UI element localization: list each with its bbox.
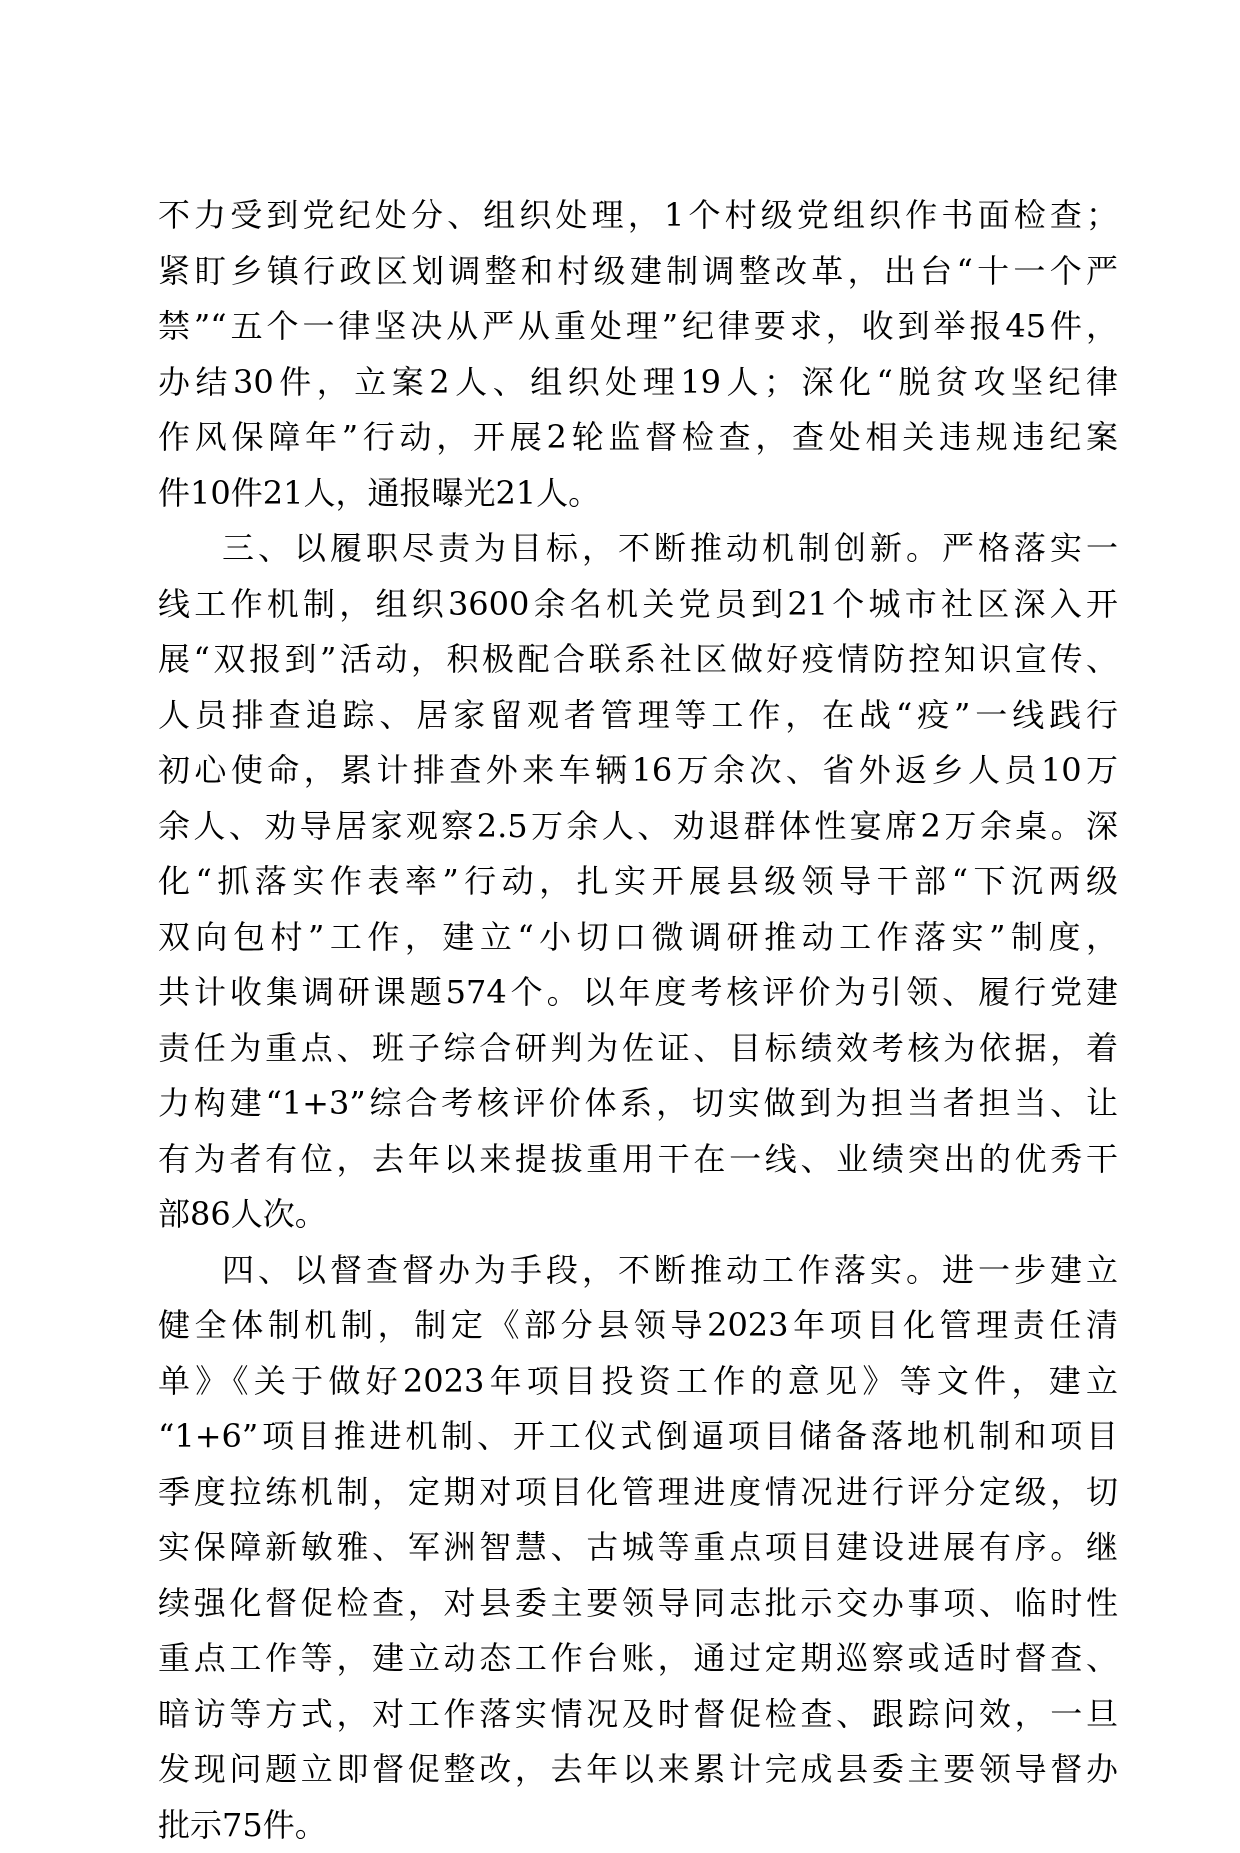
section-heading-line: 三、以履职尽责为目标，不断推动机制创新。严格落实一 (158, 521, 1118, 577)
paragraph-discipline (158, 188, 1118, 521)
document-body (158, 188, 1118, 1853)
paragraph-section-three (158, 521, 1118, 1243)
text-line: 续强化督促检查，对县委主要领导同志批示交办事项、临时性 (158, 1576, 1118, 1632)
text-line: 有为者有位，去年以来提拔重用干在一线、业绩突出的优秀干 (158, 1132, 1118, 1188)
text-line: 暗访等方式，对工作落实情况及时督促检查、跟踪问效，一旦 (158, 1687, 1118, 1743)
text-line: 人员排查追踪、居家留观者管理等工作，在战“疫”一线践行 (158, 688, 1118, 744)
text-line: 部86人次。 (158, 1187, 1118, 1243)
text-line: 紧盯乡镇行政区划调整和村级建制调整改革，出台“十一个严 (158, 244, 1118, 300)
text-line: 双向包村”工作，建立“小切口微调研推动工作落实”制度， (158, 910, 1118, 966)
text-line: 力构建“1+3”综合考核评价体系，切实做到为担当者担当、让 (158, 1076, 1118, 1132)
text-line: 单》《关于做好2023年项目投资工作的意见》等文件，建立 (158, 1354, 1118, 1410)
text-line: “1+6”项目推进机制、开工仪式倒逼项目储备落地机制和项目 (158, 1409, 1118, 1465)
text-line: 发现问题立即督促整改，去年以来累计完成县委主要领导督办 (158, 1742, 1118, 1798)
text-line: 禁”“五个一律坚决从严从重处理”纪律要求，收到举报45件， (158, 299, 1118, 355)
text-line: 重点工作等，建立动态工作台账，通过定期巡察或适时督查、 (158, 1631, 1118, 1687)
text-line: 实保障新敏雅、军洲智慧、古城等重点项目建设进展有序。继 (158, 1520, 1118, 1576)
text-line: 办结30件，立案2人、组织处理19人；深化“脱贫攻坚纪律 (158, 355, 1118, 411)
text-line: 季度拉练机制，定期对项目化管理进度情况进行评分定级，切 (158, 1465, 1118, 1521)
text-line: 作风保障年”行动，开展2轮监督检查，查处相关违规违纪案 (158, 410, 1118, 466)
paragraph-section-four (158, 1243, 1118, 1853)
text-line: 化“抓落实作表率”行动，扎实开展县级领导干部“下沉两级 (158, 854, 1118, 910)
text-line: 责任为重点、班子综合研判为佐证、目标绩效考核为依据，着 (158, 1021, 1118, 1077)
text-line: 线工作机制，组织3600余名机关党员到21个城市社区深入开 (158, 577, 1118, 633)
text-line: 共计收集调研课题574个。以年度考核评价为引领、履行党建 (158, 965, 1118, 1021)
text-line: 不力受到党纪处分、组织处理，1个村级党组织作书面检查； (158, 188, 1118, 244)
text-line: 初心使命，累计排查外来车辆16万余次、省外返乡人员10万 (158, 743, 1118, 799)
section-heading-line: 四、以督查督办为手段，不断推动工作落实。进一步建立 (158, 1243, 1118, 1299)
text-line: 余人、劝导居家观察2.5万余人、劝退群体性宴席2万余桌。深 (158, 799, 1118, 855)
text-line: 健全体制机制，制定《部分县领导2023年项目化管理责任清 (158, 1298, 1118, 1354)
text-line: 件10件21人，通报曝光21人。 (158, 466, 1118, 522)
text-line: 展“双报到”活动，积极配合联系社区做好疫情防控知识宣传、 (158, 632, 1118, 688)
text-line: 批示75件。 (158, 1798, 1118, 1853)
